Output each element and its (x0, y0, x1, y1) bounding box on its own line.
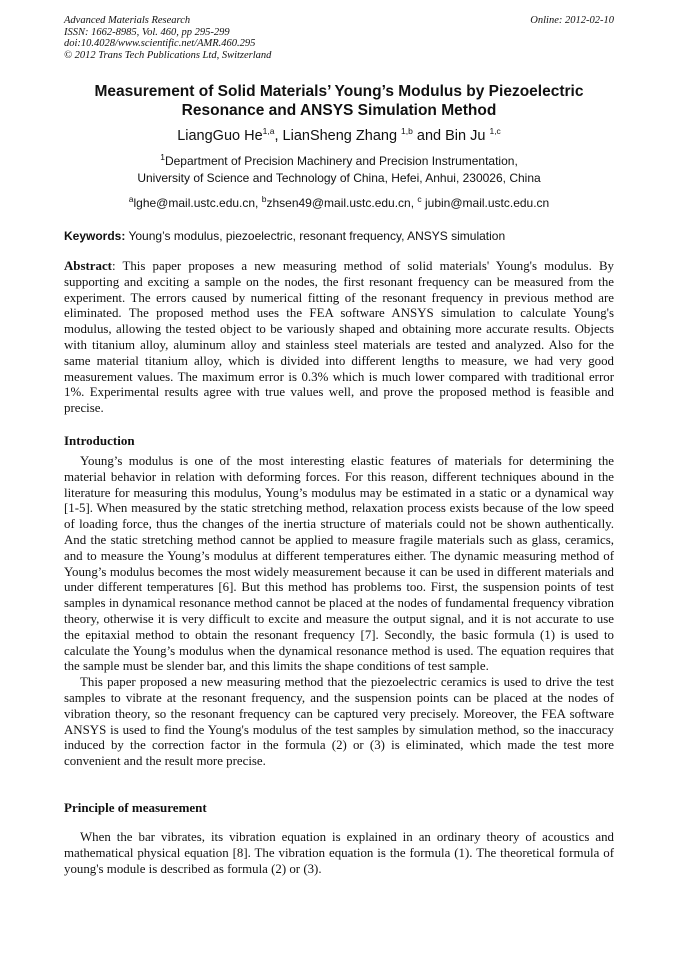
keywords-text: Young’s modulus, piezoelectric, resonant frequency, ANSYS simulation (125, 229, 506, 243)
author-separator: and (412, 127, 446, 144)
principle-paragraph-1: When the bar vibrates, its vibration equation is explained in an ordinary theory of acoustics and mathematical physical equation [8]. The vibration equation is the formula (1). The theoretical formula of young's module is described as formula (2) or (3). (64, 830, 614, 876)
author-2-sup: 1,b (401, 126, 413, 136)
author-list (64, 122, 614, 145)
introduction-paragraph-1: Young’s modulus is one of the most interesting elastic features of materials for determining the material behavior in relation with deforming forces. For this reason, different techniques abound in the literature for measuring this modulus, Young’s modulus may be estimated in a static or a dynamical way [1-5]. When measured by the static stretching method, relaxation process exists because of the low speed of loading force, thus the changes of the inertia structure of materials could not be shown authentically. And the static stretching method cannot be applied to measure fragile materials such as glass, ceramics, and to measure the Young’s modulus at different temperatures either. The dynamic measuring method of Young’s modulus becomes the most widely measurement because it can be used in different materials and under different temperatures [6]. But this method has problems too. First, the suspension points of test samples in dynamical resonance method cannot be placed at the nodes of fundamental frequency vibration theory, otherwise it is very difficult to excite and measure the output signal, and it is not accurate to use the epitaxial method to obtain the resonant frequency [7]. Secondly, the basic formula (1) is used to calculate the Young’s modulus when the dynamical resonance method is used. The equation requires that the sample must be slender bar, and this limits the shape conditions of test sample. (64, 454, 614, 674)
keywords-label: Keywords: (64, 229, 126, 243)
keywords (64, 229, 614, 243)
introduction-body (64, 454, 614, 770)
email-line (64, 192, 614, 210)
email-a: lghe@mail.ustc.edu.cn, (133, 196, 262, 210)
affiliation-sup: 1 (160, 152, 165, 162)
affiliation-line-1 (64, 150, 614, 168)
author-1: LiangGuo He (177, 127, 263, 144)
title-line-2: Resonance and ANSYS Simulation Method (181, 102, 497, 119)
copyright-line: © 2012 Trans Tech Publications Ltd, Switzerland (64, 49, 272, 61)
email-sup-c: c (417, 194, 422, 204)
affiliation-text: Department of Precision Machinery and Precision Instrumentation, (164, 154, 518, 168)
email-sup-a: a (128, 194, 134, 204)
affiliation-line-2: University of Science and Technology of China, Hefei, Anhui, 230026, China (137, 171, 541, 185)
author-3: Bin Ju (445, 127, 490, 144)
email-sup-b: b (261, 194, 267, 204)
email-c: jubin@mail.ustc.edu.cn (421, 196, 550, 210)
author-2: LianSheng Zhang (282, 127, 402, 144)
issn-line: ISSN: 1662-8985, Vol. 460, pp 295-299 (64, 26, 230, 38)
doi-line: doi:10.4028/www.scientific.net/AMR.460.295 (64, 38, 256, 49)
online-date: Online: 2012-02-10 (530, 15, 614, 26)
paper-title (64, 82, 614, 120)
title-line-1: Measurement of Solid Materials’ Young’s Modulus by Piezoelectric (94, 83, 584, 100)
principle-body (64, 830, 614, 877)
journal-name: Advanced Materials Research (64, 15, 191, 26)
journal-header (64, 15, 614, 61)
introduction-heading: Introduction (64, 433, 135, 448)
abstract-text: : This paper proposes a new measuring method of solid materials' Young's modulus. By supporting and exciting a sample on the nodes, the first resonant frequency can be measured from the experiment. The errors caused by numerical fitting of the resonant frequency in previous method are eliminated. The proposed method uses the FEA software ANSYS simulation to calculate Young's modulus, allowing the tested object to be variously shaped and obtaining more accurate results. Objects with titanium alloy, aluminum alloy and stainless steel materials are tested and analyzed. Also for the same material titanium alloy, which is divided into different lengths to measure, we had very good measurement values. The maximum error is 0.3% which is much lower compared with traditional error 1%. Experimental results agree with true values well, and prove the proposed method is feasible and precise. (64, 259, 614, 416)
author-separator: , (274, 127, 283, 144)
principle-heading: Principle of measurement (64, 800, 207, 815)
author-3-sup: 1,c (489, 126, 501, 136)
abstract (64, 259, 614, 417)
introduction-paragraph-2: This paper proposed a new measuring method that the piezoelectric ceramics is used to drive the test samples to vibrate at the resonant frequency, and the suspension points can be placed at the nodes of vibration theory, so the resonant frequency can be captured very precisely. Moreover, the FEA software ANSYS is used to find the Young's modulus of the test samples by simulation method, so the inaccuracy induced by the correction factor in the formula (2) or (3) is eliminated, which made the test more convenient and the result more precise. (64, 675, 614, 769)
abstract-label: Abstract (64, 259, 112, 273)
author-1-sup: 1,a (262, 126, 275, 136)
email-b: zhsen49@mail.ustc.edu.cn, (266, 196, 418, 210)
